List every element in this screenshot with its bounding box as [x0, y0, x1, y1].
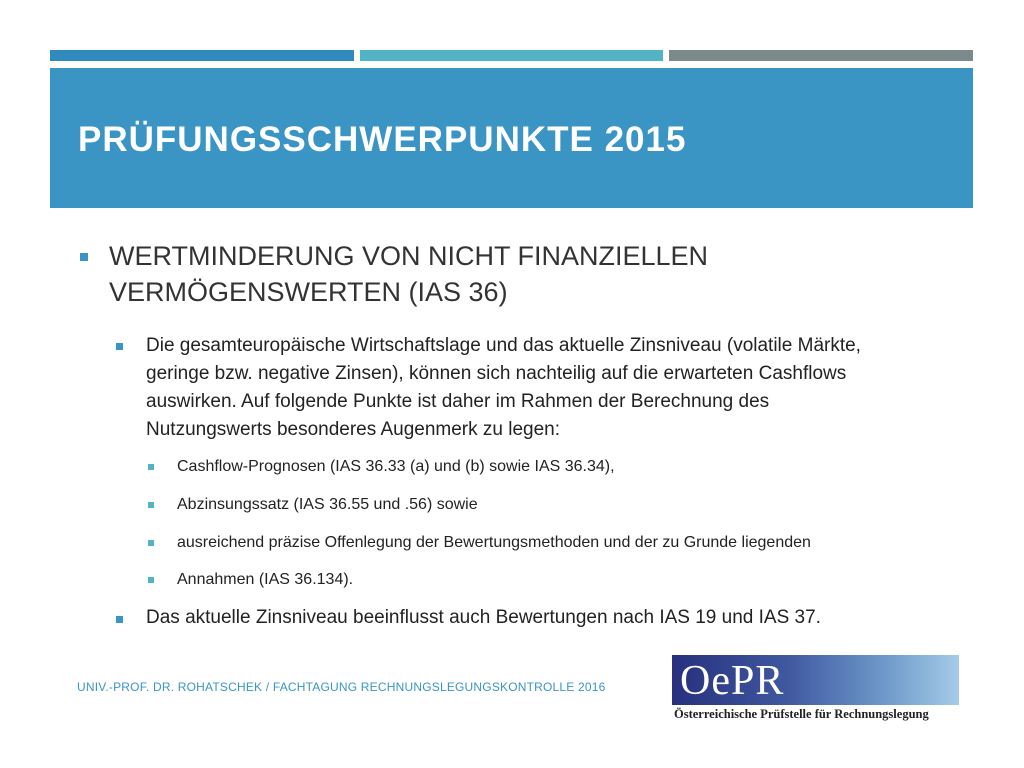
section-heading — [109, 238, 929, 310]
section-heading-line1: WERTMINDERUNG VON NICHT FINANZIELLEN — [109, 241, 709, 271]
section-heading-line2: VERMÖGENSWERTEN (IAS 36) — [109, 277, 508, 307]
list-item: Annahmen (IAS 36.134). — [177, 571, 354, 588]
bullet-square-icon — [80, 253, 88, 261]
closing-point: Das aktuelle Zinsniveau beeinflusst auch Bewertungen nach IAS 19 und IAS 37. — [146, 607, 821, 628]
bullet-square-icon — [148, 577, 154, 583]
paragraph-line: auswirken. Auf folgende Punkte ist daher im Rahmen der Berechnung des — [146, 391, 770, 412]
list-item: ausreichend präzise Offenlegung der Bewertungsmethoden und der zu Grunde liegenden — [177, 534, 811, 551]
bullet-square-icon — [148, 540, 154, 546]
logo-mark: OePR — [680, 658, 785, 704]
paragraph — [146, 332, 946, 444]
list-item: Cashflow-Prognosen (IAS 36.33 (a) und (b) sowie IAS 36.34), — [177, 458, 615, 475]
bullet-square-icon — [148, 464, 154, 470]
footer-text: UNIV.-PROF. DR. ROHATSCHEK / FACHTAGUNG RECHNUNGSLEGUNGSKONTROLLE 2016 — [77, 680, 606, 694]
slide-title: PRÜFUNGSSCHWERPUNKTE 2015 — [78, 120, 687, 159]
bullet-square-icon — [116, 343, 123, 350]
logo-subtitle: Österreichische Prüfstelle für Rechnungslegung — [674, 707, 929, 721]
bullet-square-icon — [148, 502, 154, 508]
bullet-square-icon — [116, 616, 123, 623]
logo-banner — [672, 655, 959, 705]
paragraph-line: Nutzungswerts besonderes Augenmerk zu legen: — [146, 419, 561, 440]
oepr-logo — [672, 655, 962, 725]
list-item: Abzinsungssatz (IAS 36.55 und .56) sowie — [177, 496, 478, 513]
paragraph-line: Die gesamteuropäische Wirtschaftslage und das aktuelle Zinsniveau (volatile Märkte, — [146, 335, 861, 356]
paragraph-line: geringe bzw. negative Zinsen), können sich nachteilig auf die erwarteten Cashflows — [146, 363, 847, 384]
